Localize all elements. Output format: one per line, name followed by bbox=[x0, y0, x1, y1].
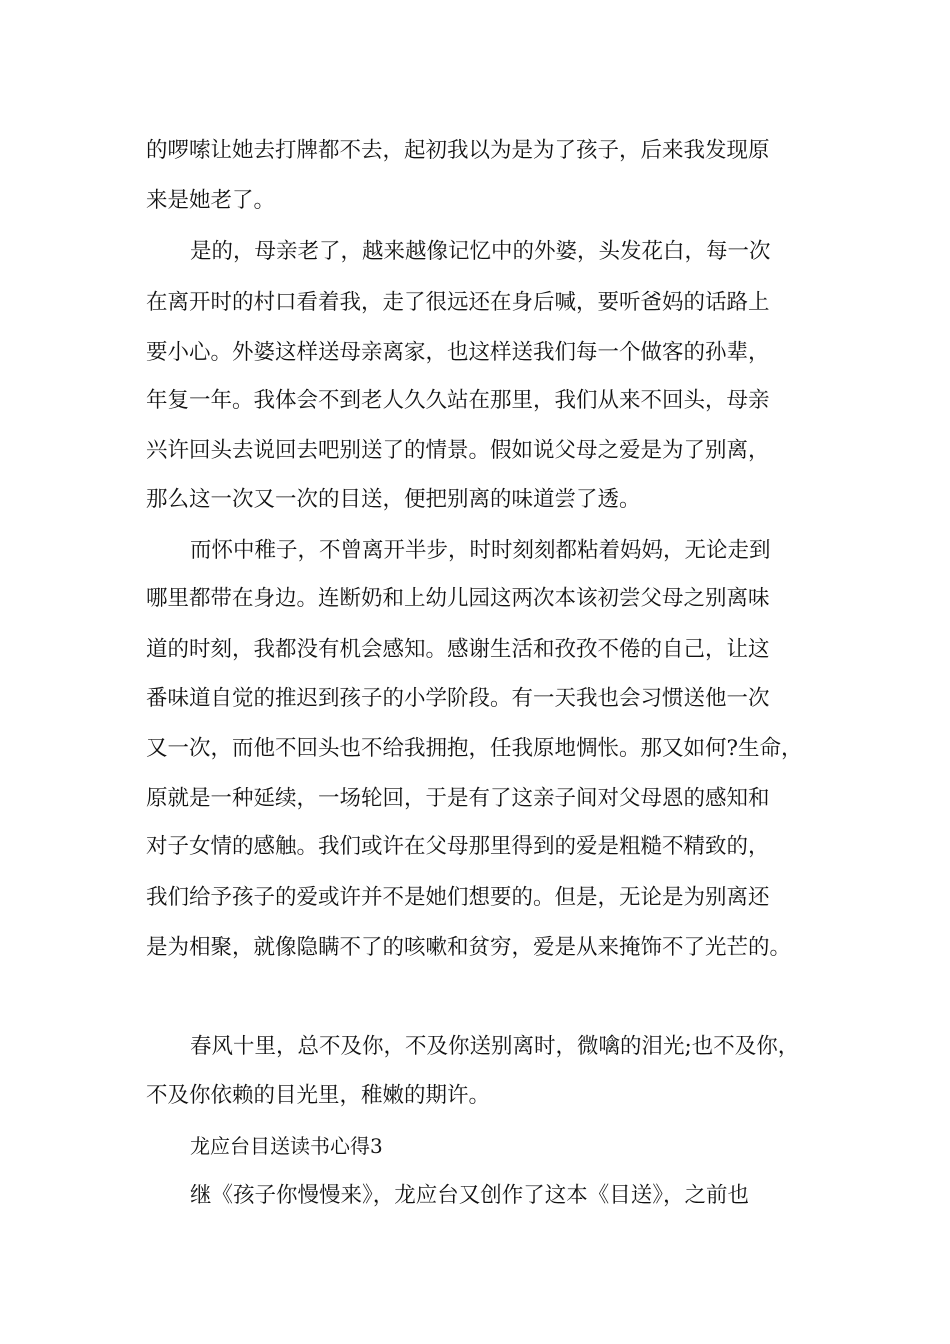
paragraph-1-line-2: 来是她老了。 bbox=[146, 188, 276, 213]
paragraph-3-line-5: 又一次，而他不回头也不给我拥抱，任我原地惆怅。那又如何?生命， bbox=[146, 736, 803, 761]
section-heading: 龙应台目送读书心得3 bbox=[190, 1134, 383, 1158]
paragraph-3-line-7: 对子女情的感触。我们或许在父母那里得到的爱是粗糙不精致的， bbox=[146, 834, 770, 859]
paragraph-1-line-1: 的啰嗦让她去打牌都不去，起初我以为是为了孩子，后来我发现原 bbox=[146, 138, 770, 163]
paragraph-3-line-3: 道的时刻，我都没有机会感知。感谢生活和孜孜不倦的自己，让这 bbox=[146, 637, 770, 662]
paragraph-3-line-8: 我们给予孩子的爱或许并不是她们想要的。但是，无论是为别离还 bbox=[146, 885, 770, 910]
paragraph-3-line-2: 哪里都带在身边。连断奶和上幼儿园这两次本该初尝父母之别离味 bbox=[146, 586, 770, 611]
paragraph-2-line-3: 要小心。外婆这样送母亲离家，也这样送我们每一个做客的孙辈， bbox=[146, 340, 770, 365]
paragraph-2-line-6: 那么这一次又一次的目送，便把别离的味道尝了透。 bbox=[146, 487, 641, 512]
paragraph-5-line-1: 继《孩子你慢慢来》，龙应台又创作了这本《目送》，之前也 bbox=[190, 1183, 750, 1208]
paragraph-3-line-6: 原就是一种延续，一场轮回，于是有了这亲子间对父母恩的感知和 bbox=[146, 786, 770, 811]
paragraph-4-line-2: 不及你依赖的目光里，稚嫩的期许。 bbox=[146, 1083, 491, 1108]
paragraph-2-line-5: 兴许回头去说回去吧别送了的情景。假如说父母之爱是为了别离， bbox=[146, 438, 770, 463]
paragraph-4-line-1: 春风十里，总不及你，不及你送别离时，微噙的泪光;也不及你， bbox=[190, 1034, 800, 1059]
paragraph-3-line-4: 番味道自觉的推迟到孩子的小学阶段。有一天我也会习惯送他一次 bbox=[146, 686, 770, 711]
paragraph-3-line-9: 是为相聚，就像隐瞒不了的咳嗽和贫穷，爱是从来掩饰不了光芒的。 bbox=[146, 935, 792, 960]
paragraph-2-line-2: 在离开时的村口看着我，走了很远还在身后喊，要听爸妈的话路上 bbox=[146, 290, 770, 315]
paragraph-2-line-1: 是的，母亲老了，越来越像记忆中的外婆，头发花白，每一次 bbox=[190, 239, 771, 264]
paragraph-3-line-1: 而怀中稚子，不曾离开半步，时时刻刻都粘着妈妈，无论走到 bbox=[190, 538, 771, 563]
paragraph-2-line-4: 年复一年。我体会不到老人久久站在那里，我们从来不回头，母亲 bbox=[146, 388, 770, 413]
